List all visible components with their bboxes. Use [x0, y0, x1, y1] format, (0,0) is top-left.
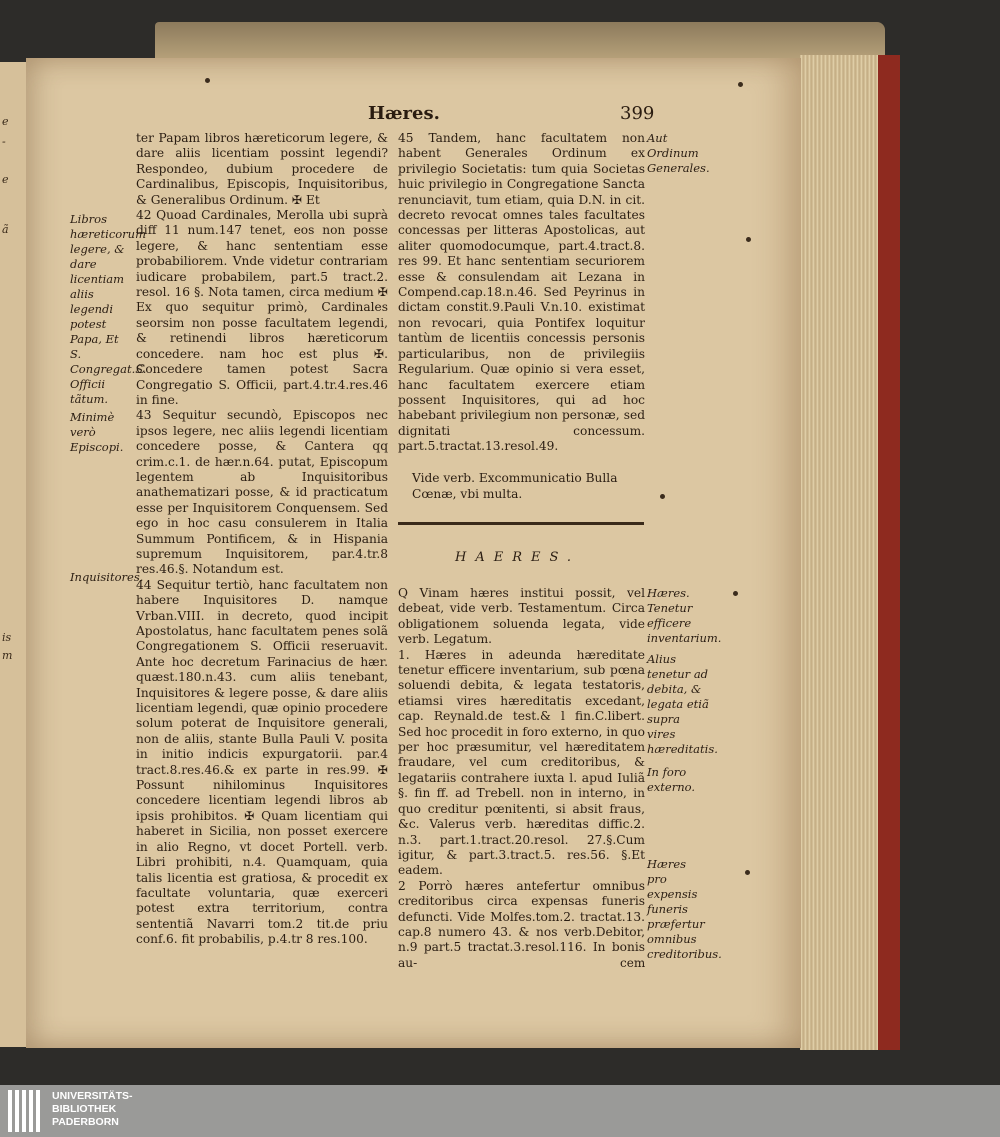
paragraph: 44 Sequitur tertiò, hanc facultatem non habere Inquisitores D. namque Vrban.VIII. in decreto, quod incipit Apostolatus, hanc facultatem penes solã Congregationem S. Officii reseruavit. Ante hoc decretum Farinacius de hær. quæst.180.n.43. cum aliis tenebant, Inquisitores & legere posse, & dare aliis licentiam legendi, quæ opinio procedere solum poterat de Inquisitore generali, non de aliis, stante Bulla Pauli V. posita in initio indicis expurgatorii. par.4 tract.8.res.46.& ex parte in res.99. ✠ Possunt nihilominus Inquisitores concedere licentiam legendi libros ab ipsis prohibitos. ✠ Quam licentiam qui haberet in Sicilia, non posset exercere in alio Regno, vt docet Portell. verb. Libri prohibiti, n.4. Quamquam, quia talis licentia est gratiosa, & procedit ex facultate voluntaria, quæ exerceri potest extra territorium, contra sententiã Navarri tom.2 tit.de priu conf.6. fit probabilis, p.4.tr 8 res.100.	[136, 577, 388, 947]
paragraph: 1. Hæres in adeunda hæreditate tenetur efficere inventarium, sub pœna soluendi debita, & legata testatoris, etiamsi vires hæreditatis excedant, cap. Reynald.de test.& l fin.C.libert. Sed hoc procedit in foro externo, in quo per hoc præsumitur, vel hæreditatem fraudare, vel cum creditoribus, & legatariis contrahere iuxta l. apud Iuliã §. fin ff. ad Trebell. non in interno, in quo creditur pœnitenti, si absit fraus, &c. Valerus verb. hæreditas diffic.2. n.3. part.1.tract.20.resol. 27.§.Cum igitur, & part.3.tract.5. res.56. §.Et eadem.	[398, 647, 645, 878]
left-fragment: -	[2, 135, 6, 148]
wormhole	[205, 78, 210, 83]
paragraph: 42 Quoad Cardinales, Merolla ubi suprà diff 11 num.147 tenet, eos non posse legere, & hanc sententiam esse probabiliorem. Vnde videtur contrariam iudicare probabilem, part.5 tract.2. resol. 16 §. Nota tamen, circa medium ✠ Ex quo sequitur primò, Cardinales seorsim non posse facultatem legendi, & retinendi libros hæreticorum concedere. nam hoc est plus ✠. Concedere tamen potest Sacra Congregatio S. Officii, part.4.tr.4.res.46 in fine.	[136, 208, 388, 407]
wormhole	[733, 591, 738, 596]
paragraph: ter Papam libros hæreticorum legere, & dare aliis licentiam possint legendi? Respondeo, dubium procedere de Cardinalibus, Episcopis, Inquisitoribus, & Generalibus Ordinum. ✠ Et	[136, 131, 388, 207]
book-top-edge	[155, 22, 885, 62]
page-number: 399	[620, 103, 655, 124]
section-rule	[398, 522, 644, 525]
library-logo-icon	[6, 1090, 46, 1132]
book-fore-edge	[800, 55, 900, 1050]
cross-reference: Vide verb. Excommunicatio Bulla Cœnæ, vbi multa.	[412, 471, 618, 501]
margin-note: In foro externo.	[647, 765, 695, 794]
margin-note: Libros hæreticorum legere, & dare licentiam aliis legendi potest Papa, Et S. Congregat.S. Officii tãtum.	[70, 212, 147, 406]
left-page-edge	[0, 62, 28, 1047]
section-heading: HAERES.	[455, 550, 581, 565]
paragraph: 45 Tandem, hanc facultatem non habent Generales Ordinum ex privilegio Societatis: tum quia Societas huic privilegio in Congregatione Sancta renunciavit, tum etiam, quia D.N. in cit. decreto revocat omnes tales facultates concessas per litteras Apostolicas, aut aliter quomodocumque, part.4.tract.8. res 99. Et hanc sententiam securiorem esse & consulendam ait Lezana in Compend.cap.18.n.46. Sed Peyrinus in dictam constit.9.Pauli V.n.10. existimat non revocari, quia Pontifex loquitur tantùm de licentiis concessis personis particularibus, non de privilegiis Regularium. Quæ opinio si vera esset, hanc facultatem exercere etiam possent Inquisitores, qui ad hoc habebant privilegium non personæ, sed dignitati concessum. part.5.tractat.13.resol.49.	[398, 131, 645, 454]
paragraph: 2 Porrò hæres antefertur omnibus creditoribus circa expensas funeris defuncti. Vide Molfes.tom.2. tractat.13. cap.8 numero 43. & nos verb.Debitor, n.9 part.5 tractat.3.resol.116. In bonis au-	[398, 878, 645, 970]
wormhole	[746, 237, 751, 242]
left-column	[136, 131, 388, 948]
right-column-bottom	[398, 586, 645, 971]
left-fragment: e	[2, 173, 9, 186]
left-fragment: ã	[2, 223, 9, 236]
library-footer	[0, 1085, 1000, 1137]
margin-note: Alius tenetur ad debita, & legata etiã supra vires hæreditatis.	[647, 652, 718, 756]
running-head: Hæres.	[368, 103, 440, 124]
left-fragment: is	[2, 631, 12, 644]
margin-note: Hæres. Tenetur efficere inventarium.	[647, 586, 722, 645]
library-logo-text: UNIVERSITÄTS- BIBLIOTHEK PADERBORN	[52, 1090, 133, 1128]
paragraph: 43 Sequitur secundò, Episcopos nec ipsos legere, nec aliis legendi licentiam concedere posse, & Cantera qq crim.c.1. de hær.n.64. putat, Episcopum legentem ab Inquisitoribus anathematizari posse, & id practicatum esse per Inquisitorem Conquensem. Sed ego in hoc casu consulerem in Italia Summum Pontificem, & in Hispania supremum Inquisitorem, par.4.tr.8 res.46.§. Notandum est.	[136, 408, 388, 577]
left-fragment: e	[2, 115, 9, 128]
wormhole	[745, 870, 750, 875]
right-column-top	[398, 131, 645, 455]
catchword: cem	[620, 956, 646, 970]
wormhole	[738, 82, 743, 87]
margin-note: Aut Ordinum Generales.	[647, 131, 710, 175]
left-fragment: m	[2, 649, 13, 662]
margin-note: Hæres pro expensis funeris præfertur omnibus creditoribus.	[647, 857, 722, 961]
wormhole	[660, 494, 665, 499]
margin-note: Inquisitores.	[70, 570, 144, 584]
margin-note: Minimè verò Episcopi.	[70, 410, 124, 454]
paragraph: Q Vinam hæres institui possit, vel debeat, vide verb. Testamentum. Circa obligationem soluenda legata, vide verb. Legatum.	[398, 586, 645, 647]
